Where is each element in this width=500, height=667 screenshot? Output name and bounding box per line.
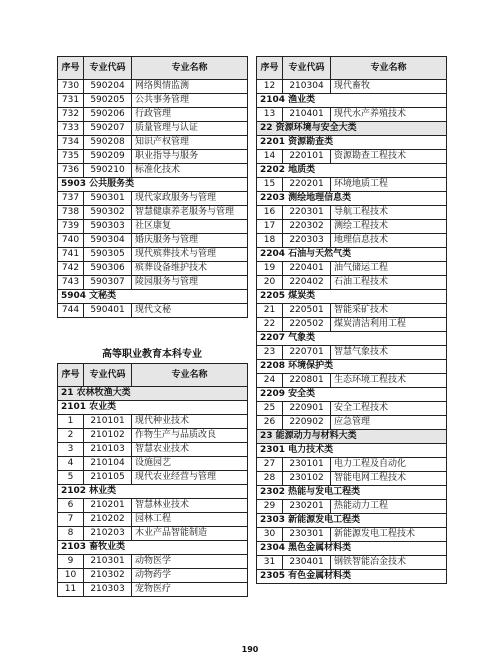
subcategory-row bbox=[58, 290, 248, 304]
cell-no: 14 bbox=[257, 150, 283, 164]
cell-name: 婚庆服务与管理 bbox=[132, 234, 248, 248]
cell-code: 220401 bbox=[283, 262, 331, 276]
table-row bbox=[58, 136, 248, 150]
cell-no: 12 bbox=[257, 80, 283, 94]
subcategory-title: 2301 电力技术类 bbox=[257, 444, 447, 458]
table-row bbox=[58, 248, 248, 262]
subcategory-title: 2209 安全类 bbox=[257, 388, 447, 402]
table-row bbox=[58, 220, 248, 234]
subcategory-title: 2304 黑色金属材料类 bbox=[257, 542, 447, 556]
cell-name: 应急管理 bbox=[331, 416, 447, 430]
table-row bbox=[257, 304, 447, 318]
cell-name: 质量管理与认证 bbox=[132, 122, 248, 136]
subcategory-title: 2203 测绘地理信息类 bbox=[257, 192, 447, 206]
cell-no: 739 bbox=[58, 220, 84, 234]
cell-no: 29 bbox=[257, 500, 283, 514]
cell-name: 木业产品智能制造 bbox=[132, 527, 248, 541]
cell-no: 736 bbox=[58, 164, 84, 178]
subcategory-row bbox=[257, 444, 447, 458]
cell-name: 标准化技术 bbox=[132, 164, 248, 178]
cell-name: 电力工程及自动化 bbox=[331, 458, 447, 472]
table-row bbox=[257, 346, 447, 360]
cell-code: 230301 bbox=[283, 528, 331, 542]
header-code: 专业代码 bbox=[283, 57, 331, 80]
subcategory-row bbox=[58, 178, 248, 192]
cell-code: 590303 bbox=[84, 220, 132, 234]
subcategory-title: 2302 热能与发电工程类 bbox=[257, 486, 447, 500]
cell-code: 220101 bbox=[283, 150, 331, 164]
cell-name: 现代水产养殖技术 bbox=[331, 108, 447, 122]
cell-name: 动物医学 bbox=[132, 555, 248, 569]
cell-code: 590306 bbox=[84, 262, 132, 276]
subcategory-title: 2103 畜牧业类 bbox=[58, 541, 248, 555]
table-row bbox=[58, 150, 248, 164]
cell-code: 210105 bbox=[84, 471, 132, 485]
cell-name: 职业指导与服务 bbox=[132, 150, 248, 164]
table-row bbox=[257, 458, 447, 472]
subcategory-row bbox=[257, 570, 447, 584]
cell-code: 220801 bbox=[283, 374, 331, 388]
cell-no: 738 bbox=[58, 206, 84, 220]
cell-no: 743 bbox=[58, 276, 84, 290]
category-row bbox=[257, 122, 447, 136]
cell-code: 590209 bbox=[84, 150, 132, 164]
cell-name: 陵园服务与管理 bbox=[132, 276, 248, 290]
cell-name: 知识产权管理 bbox=[132, 136, 248, 150]
table-row bbox=[58, 555, 248, 569]
cell-no: 744 bbox=[58, 304, 84, 318]
cell-no: 5 bbox=[58, 471, 84, 485]
cell-no: 15 bbox=[257, 178, 283, 192]
subcategory-title: 5903 公共服务类 bbox=[58, 178, 248, 192]
cell-no: 13 bbox=[257, 108, 283, 122]
table-row bbox=[58, 415, 248, 429]
cell-name: 宠物医疗 bbox=[132, 583, 248, 597]
cell-name: 石油工程技术 bbox=[331, 276, 447, 290]
cell-code: 230201 bbox=[283, 500, 331, 514]
cell-no: 732 bbox=[58, 108, 84, 122]
table-row bbox=[58, 583, 248, 597]
table-row bbox=[257, 318, 447, 332]
table-row bbox=[58, 569, 248, 583]
cell-name: 设施园艺 bbox=[132, 457, 248, 471]
cell-code: 210401 bbox=[283, 108, 331, 122]
subcategory-row bbox=[257, 514, 447, 528]
cell-no: 731 bbox=[58, 94, 84, 108]
cell-name: 导航工程技术 bbox=[331, 206, 447, 220]
cell-name: 智慧气象技术 bbox=[331, 346, 447, 360]
table-row bbox=[58, 192, 248, 206]
cell-code: 220902 bbox=[283, 416, 331, 430]
table-row bbox=[58, 276, 248, 290]
cell-no: 1 bbox=[58, 415, 84, 429]
cell-code: 590301 bbox=[84, 192, 132, 206]
cell-name: 行政管理 bbox=[132, 108, 248, 122]
cell-name: 殡葬设备维护技术 bbox=[132, 262, 248, 276]
table-row bbox=[58, 122, 248, 136]
cell-code: 590205 bbox=[84, 94, 132, 108]
subcategory-row bbox=[257, 94, 447, 108]
cell-name: 现代农业经营与管理 bbox=[132, 471, 248, 485]
cell-name: 钢铁智能冶金技术 bbox=[331, 556, 447, 570]
cell-code: 590304 bbox=[84, 234, 132, 248]
table-header-row bbox=[58, 57, 248, 80]
cell-code: 590210 bbox=[84, 164, 132, 178]
cell-code: 210202 bbox=[84, 513, 132, 527]
table-row bbox=[58, 108, 248, 122]
subcategory-row bbox=[58, 485, 248, 499]
table-body bbox=[257, 80, 447, 584]
subcategory-row bbox=[257, 136, 447, 150]
cell-name: 动物药学 bbox=[132, 569, 248, 583]
category-title: 23 能源动力与材料大类 bbox=[257, 430, 447, 444]
cell-name: 现代文秘 bbox=[132, 304, 248, 318]
subcategory-title: 2207 气象类 bbox=[257, 332, 447, 346]
cell-no: 17 bbox=[257, 220, 283, 234]
table-row bbox=[58, 234, 248, 248]
category-title: 22 资源环境与安全大类 bbox=[257, 122, 447, 136]
page-number: 190 bbox=[241, 645, 259, 654]
cell-no: 30 bbox=[257, 528, 283, 542]
subcategory-row bbox=[257, 164, 447, 178]
subcategory-title: 2102 林业类 bbox=[58, 485, 248, 499]
table-row bbox=[257, 206, 447, 220]
cell-no: 18 bbox=[257, 234, 283, 248]
cell-name: 油气储运工程 bbox=[331, 262, 447, 276]
subcategory-title: 2104 渔业类 bbox=[257, 94, 447, 108]
cell-name: 地理信息技术 bbox=[331, 234, 447, 248]
subcategory-row bbox=[257, 248, 447, 262]
subcategory-row bbox=[257, 542, 447, 556]
subcategory-title: 2204 石油与天然气类 bbox=[257, 248, 447, 262]
subcategory-title: 2202 地质类 bbox=[257, 164, 447, 178]
table-row bbox=[58, 206, 248, 220]
subcategory-title: 5904 文秘类 bbox=[58, 290, 248, 304]
cell-name: 园林工程 bbox=[132, 513, 248, 527]
cell-code: 590305 bbox=[84, 248, 132, 262]
table-row bbox=[58, 164, 248, 178]
subcategory-title: 2305 有色金属材料类 bbox=[257, 570, 447, 584]
cell-no: 20 bbox=[257, 276, 283, 290]
cell-no: 4 bbox=[58, 457, 84, 471]
cell-code: 210304 bbox=[283, 80, 331, 94]
cell-no: 740 bbox=[58, 234, 84, 248]
header-name: 专业名称 bbox=[132, 57, 248, 80]
table-row bbox=[58, 471, 248, 485]
table-row bbox=[257, 472, 447, 486]
cell-code: 220201 bbox=[283, 178, 331, 192]
cell-code: 220502 bbox=[283, 318, 331, 332]
cell-no: 28 bbox=[257, 472, 283, 486]
header-no: 序号 bbox=[257, 57, 283, 80]
cell-code: 210102 bbox=[84, 429, 132, 443]
cell-no: 730 bbox=[58, 80, 84, 94]
header-name: 专业名称 bbox=[132, 364, 248, 387]
cell-code: 220501 bbox=[283, 304, 331, 318]
cell-code: 210201 bbox=[84, 499, 132, 513]
table-row bbox=[58, 429, 248, 443]
cell-no: 741 bbox=[58, 248, 84, 262]
subcategory-row bbox=[58, 401, 248, 415]
cell-name: 作物生产与品质改良 bbox=[132, 429, 248, 443]
subcategory-title: 2303 新能源发电工程类 bbox=[257, 514, 447, 528]
subcategory-title: 2201 资源勘查类 bbox=[257, 136, 447, 150]
cell-code: 590204 bbox=[84, 80, 132, 94]
cell-no: 21 bbox=[257, 304, 283, 318]
cell-code: 210103 bbox=[84, 443, 132, 457]
category-row bbox=[58, 387, 248, 401]
cell-no: 737 bbox=[58, 192, 84, 206]
header-no: 序号 bbox=[58, 364, 84, 387]
table-row bbox=[58, 457, 248, 471]
subcategory-row bbox=[257, 388, 447, 402]
major-table-right bbox=[256, 56, 447, 584]
cell-name: 智能电网工程技术 bbox=[331, 472, 447, 486]
cell-code: 220402 bbox=[283, 276, 331, 290]
cell-code: 590401 bbox=[84, 304, 132, 318]
cell-name: 安全工程技术 bbox=[331, 402, 447, 416]
table-row bbox=[58, 527, 248, 541]
cell-no: 22 bbox=[257, 318, 283, 332]
cell-name: 热能动力工程 bbox=[331, 500, 447, 514]
table-row bbox=[257, 150, 447, 164]
cell-code: 210104 bbox=[84, 457, 132, 471]
cell-name: 现代家政服务与管理 bbox=[132, 192, 248, 206]
header-no: 序号 bbox=[58, 57, 84, 80]
subcategory-row bbox=[257, 332, 447, 346]
cell-name: 新能源发电工程技术 bbox=[331, 528, 447, 542]
cell-no: 27 bbox=[257, 458, 283, 472]
table-row bbox=[58, 94, 248, 108]
cell-no: 7 bbox=[58, 513, 84, 527]
category-row bbox=[257, 430, 447, 444]
cell-no: 6 bbox=[58, 499, 84, 513]
cell-name: 公共事务管理 bbox=[132, 94, 248, 108]
header-name: 专业名称 bbox=[331, 57, 447, 80]
table-row bbox=[257, 276, 447, 290]
table-row bbox=[58, 499, 248, 513]
header-code: 专业代码 bbox=[84, 364, 132, 387]
table-row bbox=[257, 234, 447, 248]
table-header-row bbox=[257, 57, 447, 80]
cell-code: 210203 bbox=[84, 527, 132, 541]
cell-name: 智能采矿技术 bbox=[331, 304, 447, 318]
cell-code: 210302 bbox=[84, 569, 132, 583]
header-code: 专业代码 bbox=[84, 57, 132, 80]
cell-no: 19 bbox=[257, 262, 283, 276]
table-row bbox=[257, 528, 447, 542]
subcategory-row bbox=[58, 541, 248, 555]
cell-no: 734 bbox=[58, 136, 84, 150]
cell-code: 220301 bbox=[283, 206, 331, 220]
cell-no: 26 bbox=[257, 416, 283, 430]
category-title: 21 农林牧渔大类 bbox=[58, 387, 248, 401]
table-row bbox=[257, 374, 447, 388]
cell-no: 742 bbox=[58, 262, 84, 276]
subcategory-title: 2101 农业类 bbox=[58, 401, 248, 415]
cell-no: 8 bbox=[58, 527, 84, 541]
cell-no: 9 bbox=[58, 555, 84, 569]
table-row bbox=[58, 262, 248, 276]
subcategory-row bbox=[257, 360, 447, 374]
cell-name: 社区康复 bbox=[132, 220, 248, 234]
table-row bbox=[257, 262, 447, 276]
cell-name: 网络舆情监测 bbox=[132, 80, 248, 94]
cell-name: 智慧农业技术 bbox=[132, 443, 248, 457]
cell-code: 230101 bbox=[283, 458, 331, 472]
major-table-left-bottom bbox=[57, 363, 248, 597]
cell-no: 23 bbox=[257, 346, 283, 360]
cell-code: 210303 bbox=[84, 583, 132, 597]
cell-code: 220701 bbox=[283, 346, 331, 360]
cell-no: 25 bbox=[257, 402, 283, 416]
cell-code: 590208 bbox=[84, 136, 132, 150]
cell-code: 230401 bbox=[283, 556, 331, 570]
cell-no: 733 bbox=[58, 122, 84, 136]
subcategory-row bbox=[257, 486, 447, 500]
cell-code: 590206 bbox=[84, 108, 132, 122]
table-row bbox=[257, 220, 447, 234]
cell-code: 590307 bbox=[84, 276, 132, 290]
subcategory-title: 2205 煤炭类 bbox=[257, 290, 447, 304]
cell-name: 煤炭清洁利用工程 bbox=[331, 318, 447, 332]
major-table-left-top bbox=[57, 56, 248, 318]
table-row bbox=[257, 178, 447, 192]
cell-code: 230102 bbox=[283, 472, 331, 486]
cell-code: 210101 bbox=[84, 415, 132, 429]
table-row bbox=[257, 556, 447, 570]
cell-code: 210301 bbox=[84, 555, 132, 569]
subcategory-row bbox=[257, 290, 447, 304]
table-body bbox=[58, 387, 248, 597]
subcategory-title: 2208 环境保护类 bbox=[257, 360, 447, 374]
section-title: 高等职业教育本科专业 bbox=[102, 349, 202, 360]
cell-name: 环境地质工程 bbox=[331, 178, 447, 192]
table-row bbox=[257, 80, 447, 94]
table-row bbox=[58, 513, 248, 527]
table-row bbox=[58, 80, 248, 94]
table-row bbox=[257, 416, 447, 430]
cell-name: 现代殡葬技术与管理 bbox=[132, 248, 248, 262]
cell-name: 资源勘查工程技术 bbox=[331, 150, 447, 164]
table-body bbox=[58, 80, 248, 318]
cell-no: 11 bbox=[58, 583, 84, 597]
cell-no: 10 bbox=[58, 569, 84, 583]
subcategory-row bbox=[257, 192, 447, 206]
cell-name: 现代种业技术 bbox=[132, 415, 248, 429]
cell-no: 16 bbox=[257, 206, 283, 220]
table-row bbox=[257, 500, 447, 514]
cell-no: 31 bbox=[257, 556, 283, 570]
table-row bbox=[257, 108, 447, 122]
table-header-row bbox=[58, 364, 248, 387]
table-row bbox=[257, 402, 447, 416]
cell-no: 3 bbox=[58, 443, 84, 457]
cell-name: 测绘工程技术 bbox=[331, 220, 447, 234]
cell-name: 智慧健康养老服务与管理 bbox=[132, 206, 248, 220]
cell-code: 220302 bbox=[283, 220, 331, 234]
cell-code: 220303 bbox=[283, 234, 331, 248]
cell-name: 智慧林业技术 bbox=[132, 499, 248, 513]
table-row bbox=[58, 304, 248, 318]
table-row bbox=[58, 443, 248, 457]
cell-code: 590302 bbox=[84, 206, 132, 220]
cell-name: 现代畜牧 bbox=[331, 80, 447, 94]
cell-name: 生态环境工程技术 bbox=[331, 374, 447, 388]
cell-code: 590207 bbox=[84, 122, 132, 136]
cell-code: 220901 bbox=[283, 402, 331, 416]
cell-no: 2 bbox=[58, 429, 84, 443]
cell-no: 735 bbox=[58, 150, 84, 164]
cell-no: 24 bbox=[257, 374, 283, 388]
